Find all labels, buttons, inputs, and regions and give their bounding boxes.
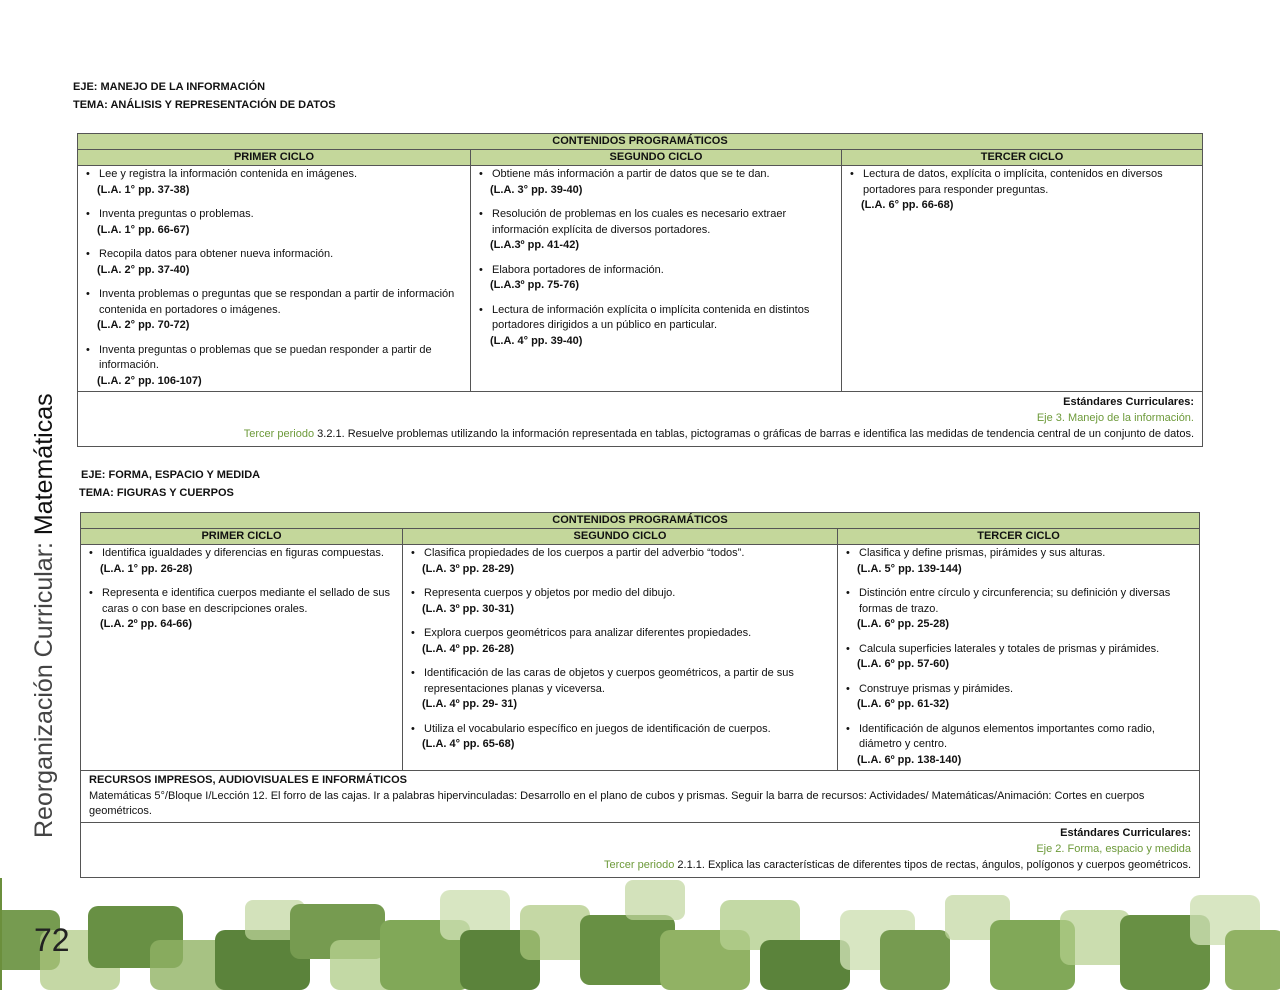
recursos-text: Matemáticas 5°/Bloque I/Lección 12. El forro de las cajas. Ir a palabras hipervinculadas: Desarrollo en el plano de cubos y prismas. Seguir la barra de recursos: Actividades/ Matemáticas/Animación: Cortes en cuerpos geométricos. [89, 789, 1145, 817]
list-item: • Inventa problemas o preguntas que se respondan a partir de información contenida en portadores o imágenes. (L.A. 2° pp. 70-72) [86, 288, 455, 331]
cell-segundo [471, 166, 842, 392]
list-item: • Lectura de información explícita o implícita contenida en distintos portadores dirigidos a un público en particular. (L.A. 4° pp. 39-40) [479, 303, 810, 347]
list-item: • Lectura de datos, explícita o implícita, contenidos en diversos portadores para responder preguntas. (L.A. 6° pp. 66-68) [850, 168, 1163, 211]
eje-title: EJE: FORMA, ESPACIO Y MEDIDA [81, 469, 261, 481]
eje-heading-2 [79, 466, 260, 502]
list-item: • Explora cuerpos geométricos para analizar diferentes propiedades. (L.A. 4º pp. 26-28) [411, 627, 752, 655]
cell-segundo [403, 545, 838, 771]
list-item: • Inventa preguntas o problemas que se puedan responder a partir de información. (L.A. 2° pp. 106-107) [86, 343, 432, 387]
cell-tercer [842, 166, 1203, 392]
estandares-label: Estándares Curriculares: [1063, 396, 1194, 408]
list-item: • Clasifica propiedades de los cuerpos a partir del adverbio “todos”. (L.A. 3º pp. 28-29) [411, 547, 745, 575]
left-accent-line [0, 878, 2, 990]
col-segundo-ciclo: SEGUNDO CICLO [471, 150, 842, 166]
periodo-label: Tercer periodo [243, 428, 315, 440]
cell-primer [81, 545, 403, 771]
estandares-label: Estándares Curriculares: [1060, 826, 1191, 839]
list-item: • Representa cuerpos y objetos por medio del dibujo. (L.A. 3º pp. 30-31) [411, 587, 676, 615]
tema-title: TEMA: FIGURAS Y CUERPOS [79, 487, 234, 499]
estandares-text: Tercer periodo 2.1.1. Explica las características de diferentes tipos de rectas, ángulos, polígonos y cuerpos geométricos. [604, 858, 1191, 871]
list-item: • Distinción entre círculo y circunferencia; su definición y diversas formas de trazo. (L.A. 6º pp. 25-28) [846, 587, 1171, 630]
decorative-green-squares [0, 870, 1280, 990]
page-number: 72 [34, 922, 70, 958]
list-item: • Obtiene más información a partir de datos que se te dan. (L.A. 3° pp. 39-40) [479, 168, 770, 196]
col-primer-ciclo: PRIMER CICLO [78, 150, 471, 166]
col-tercer-ciclo: TERCER CICLO [842, 150, 1203, 166]
contenidos-table-1 [77, 133, 1203, 447]
estandares-eje: Eje 2. Forma, espacio y medida [1036, 842, 1191, 855]
col-segundo-ciclo: SEGUNDO CICLO [403, 529, 838, 545]
col-tercer-ciclo: TERCER CICLO [838, 529, 1200, 545]
table-title: CONTENIDOS PROGRAMÁTICOS [78, 134, 1203, 150]
list-item: • Construye prismas y pirámides. (L.A. 6º pp. 61-32) [846, 682, 1014, 710]
estandares-row [78, 392, 1203, 447]
cell-tercer [838, 545, 1200, 771]
list-item: • Calcula superficies laterales y totales de prismas y pirámides. (L.A. 6º pp. 57-60) [846, 642, 1160, 670]
list-item: • Resolución de problemas en los cuales es necesario extraer información explícita de diversos portadores. (L.A.3º pp. 41-42) [479, 208, 787, 251]
contenidos-table-2 [80, 512, 1200, 878]
estandares-text: Tercer periodo 3.2.1. Resuelve problemas utilizando la información representada en tablas, pictogramas o gráficas de barras e identifica las medidas de tendencia central de un conjunto de datos. [243, 428, 1194, 440]
eje-heading-1 [73, 78, 336, 114]
estandares-row [81, 822, 1200, 877]
sidebar-title: Reorganización Curricular: Matemáticas [30, 393, 58, 838]
list-item: • Recopila datos para obtener nueva información. (L.A. 2° pp. 37-40) [86, 248, 334, 276]
list-item: • Inventa preguntas o problemas. (L.A. 1° pp. 66-67) [86, 208, 254, 236]
table-title: CONTENIDOS PROGRAMÁTICOS [81, 513, 1200, 529]
cell-primer [78, 166, 471, 392]
periodo-label: Tercer periodo [604, 858, 675, 871]
list-item: • Lee y registra la información contenida en imágenes. (L.A. 1° pp. 37-38) [86, 168, 358, 196]
recursos-row [81, 771, 1200, 823]
eje-title: EJE: MANEJO DE LA INFORMACIÓN [73, 81, 266, 93]
recursos-title: RECURSOS IMPRESOS, AUDIOVISUALES E INFORMÁTICOS [89, 774, 408, 786]
list-item: • Clasifica y define prismas, pirámides y sus alturas. (L.A. 5° pp. 139-144) [846, 547, 1106, 575]
list-item: • Representa e identifica cuerpos mediante el sellado de sus caras o con base en descripciones orales. (L.A. 2º pp. 64-66) [89, 587, 391, 630]
list-item: • Utiliza el vocabulario específico en juegos de identificación de cuerpos. (L.A. 4° pp. 65-68) [411, 722, 771, 750]
list-item: • Identifica igualdades y diferencias en figuras compuestas. (L.A. 1° pp. 26-28) [89, 547, 384, 575]
list-item: • Identificación de las caras de objetos y cuerpos geométricos, a partir de sus representaciones planas y viceversa. (L.A. 4º pp. 29- 31) [411, 667, 794, 710]
col-primer-ciclo: PRIMER CICLO [81, 529, 403, 545]
estandares-eje: Eje 3. Manejo de la información. [1036, 412, 1194, 424]
tema-title: TEMA: ANÁLISIS Y REPRESENTACIÓN DE DATOS [73, 99, 336, 111]
list-item: • Identificación de algunos elementos importantes como radio, diámetro y centro. (L.A. 6º pp. 138-140) [846, 722, 1155, 766]
list-item: • Elabora portadores de información. (L.A.3º pp. 75-76) [479, 263, 664, 291]
